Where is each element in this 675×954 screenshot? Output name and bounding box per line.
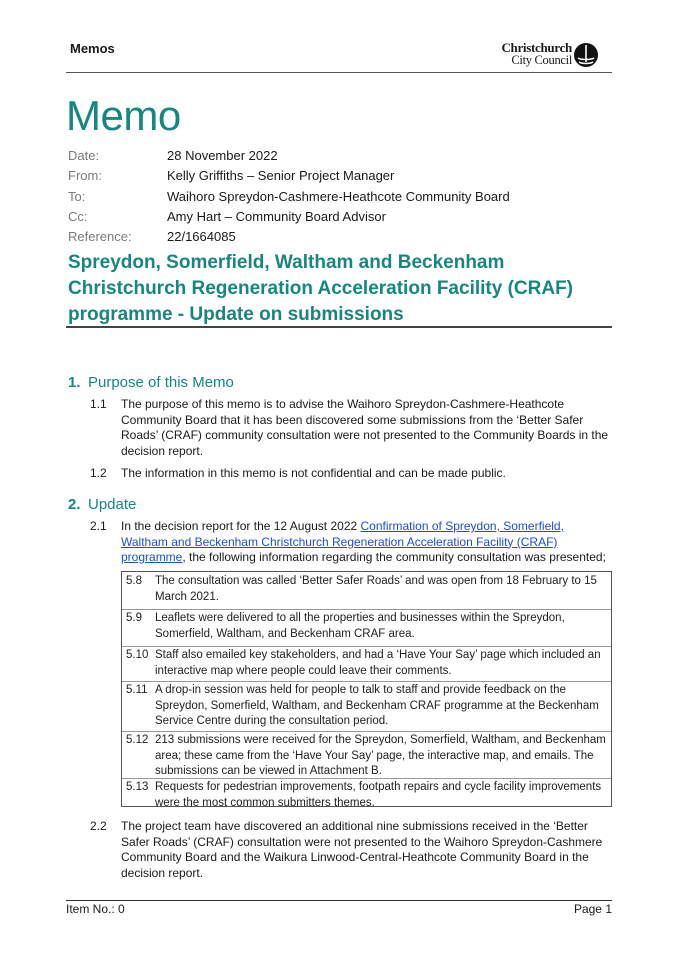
excerpt-item bbox=[122, 572, 611, 610]
logo-line-1: Christchurch bbox=[501, 40, 572, 55]
footer-item-number: Item No.: 0 bbox=[66, 902, 125, 916]
meta-label: From: bbox=[68, 168, 102, 184]
meta-value: Waihoro Spreydon-Cashmere-Heathcote Community Board bbox=[167, 188, 510, 204]
excerpt-number: 5.13 bbox=[126, 781, 149, 793]
page-title: Memo bbox=[66, 92, 181, 139]
section-title: Update bbox=[88, 496, 137, 513]
meta-row-to bbox=[68, 187, 510, 207]
meta-label: Reference: bbox=[68, 229, 132, 245]
paragraph-number: 1.1 bbox=[90, 397, 107, 411]
footer-rule bbox=[66, 900, 612, 901]
header-rule bbox=[66, 72, 612, 73]
subject-rule bbox=[66, 326, 612, 328]
excerpt-text: 213 submissions were received for the Spreydon, Somerfield, Waltham, and Beckenham area; these came from the ‘Have Your Say’ page, the interactive map, and emails. The submissions can be viewed in Attachment B. bbox=[155, 734, 606, 777]
excerpt-number: 5.12 bbox=[126, 734, 149, 746]
paragraph-2-1 bbox=[90, 519, 614, 566]
paragraph-text-after: , the following information regarding the community consultation was presented; bbox=[182, 550, 606, 564]
paragraph-text: The project team have discovered an additional nine submissions received in the ‘Better Safer Roads’ (CRAF) consultation were not presented to the Waihoro Spreydon-Cashmere Community Board and the Waikura Linwood-Central-Heathcote Community Board in the decision report. bbox=[121, 819, 603, 880]
meta-value: 22/1664085 bbox=[167, 229, 236, 245]
excerpt-item bbox=[122, 731, 611, 779]
council-emblem-icon bbox=[573, 42, 599, 68]
section-heading-update bbox=[68, 496, 136, 513]
decision-report-excerpt bbox=[121, 571, 612, 807]
paragraph-text bbox=[121, 519, 614, 566]
footer-page-number: Page 1 bbox=[573, 902, 612, 916]
meta-row-cc bbox=[68, 207, 510, 227]
section-title: Purpose of this Memo bbox=[88, 374, 234, 391]
meta-label: Date: bbox=[68, 148, 100, 163]
paragraph-2-2 bbox=[90, 819, 614, 881]
section-heading-purpose bbox=[68, 374, 234, 391]
meta-row-from bbox=[68, 166, 510, 186]
paragraph-number: 2.2 bbox=[90, 819, 107, 833]
excerpt-number: 5.11 bbox=[126, 684, 148, 696]
decision-report-link[interactable]: Confirmation of Spreydon, Somerfield, Waltham and Beckenham Christchurch Regeneration Acceleration Facility (CRAF) programme bbox=[121, 519, 564, 564]
excerpt-text: Staff also emailed key stakeholders, and had a ‘Have Your Say’ page which included an interactive map where people could leave their comments. bbox=[155, 649, 601, 677]
excerpt-number: 5.8 bbox=[126, 575, 142, 587]
excerpt-item bbox=[122, 646, 611, 682]
paragraph-number: 1.2 bbox=[90, 466, 107, 480]
excerpt-number: 5.10 bbox=[126, 649, 149, 661]
excerpt-item bbox=[122, 681, 611, 732]
logo-line-2: City Council bbox=[511, 53, 572, 67]
paragraph-1-1 bbox=[90, 397, 614, 459]
paragraph-text: The information in this memo is not confidential and can be made public. bbox=[121, 466, 506, 480]
excerpt-text: Requests for pedestrian improvements, footpath repairs and cycle facility improvements were the most common submitters themes. bbox=[155, 781, 602, 809]
meta-label: To: bbox=[68, 188, 86, 204]
excerpt-number: 5.9 bbox=[126, 612, 142, 624]
excerpt-text: A drop-in session was held for people to talk to staff and provide feedback on the Spreydon, Somerfield, Waltham, and Beckenham CRAF programme at the Beckenham Service Centre during the consultation period. bbox=[155, 684, 599, 727]
excerpt-text: The consultation was called ‘Better Safer Roads’ and was open from 18 February to 15 March 2021. bbox=[155, 575, 597, 603]
excerpt-item bbox=[122, 609, 611, 647]
excerpt-item bbox=[122, 778, 611, 809]
paragraph-number: 2.1 bbox=[90, 519, 107, 533]
meta-value: 28 November 2022 bbox=[167, 148, 278, 163]
meta-label: Cc: bbox=[68, 208, 88, 224]
memo-subject: Spreydon, Somerfield, Waltham and Beckenham Christchurch Regeneration Acceleration Facility (CRAF) programme - Update on submissions bbox=[68, 252, 574, 325]
memo-metadata bbox=[68, 146, 510, 247]
excerpt-text: Leaflets were delivered to all the properties and businesses within the Spreydon, Somerfield, Waltham, and Beckenham CRAF area. bbox=[155, 612, 565, 640]
section-number: 2. bbox=[68, 496, 81, 513]
header-label: Memos bbox=[70, 41, 115, 56]
meta-row-reference bbox=[68, 227, 510, 247]
section-number: 1. bbox=[68, 374, 81, 391]
meta-row-date bbox=[68, 146, 510, 166]
paragraph-text-before: In the decision report for the 12 August 2022 bbox=[121, 519, 361, 533]
council-logo bbox=[492, 40, 602, 70]
meta-value: Amy Hart – Community Board Advisor bbox=[167, 208, 386, 224]
paragraph-1-2 bbox=[90, 466, 614, 482]
meta-value: Kelly Griffiths – Senior Project Manager bbox=[167, 168, 395, 184]
paragraph-text: The purpose of this memo is to advise the Waihoro Spreydon-Cashmere-Heathcote Community Board that it has been discovered some submissions from the ‘Better Safer Roads’ (CRAF) community consultation were not presented to the Community Boards in the decision report. bbox=[121, 397, 609, 458]
